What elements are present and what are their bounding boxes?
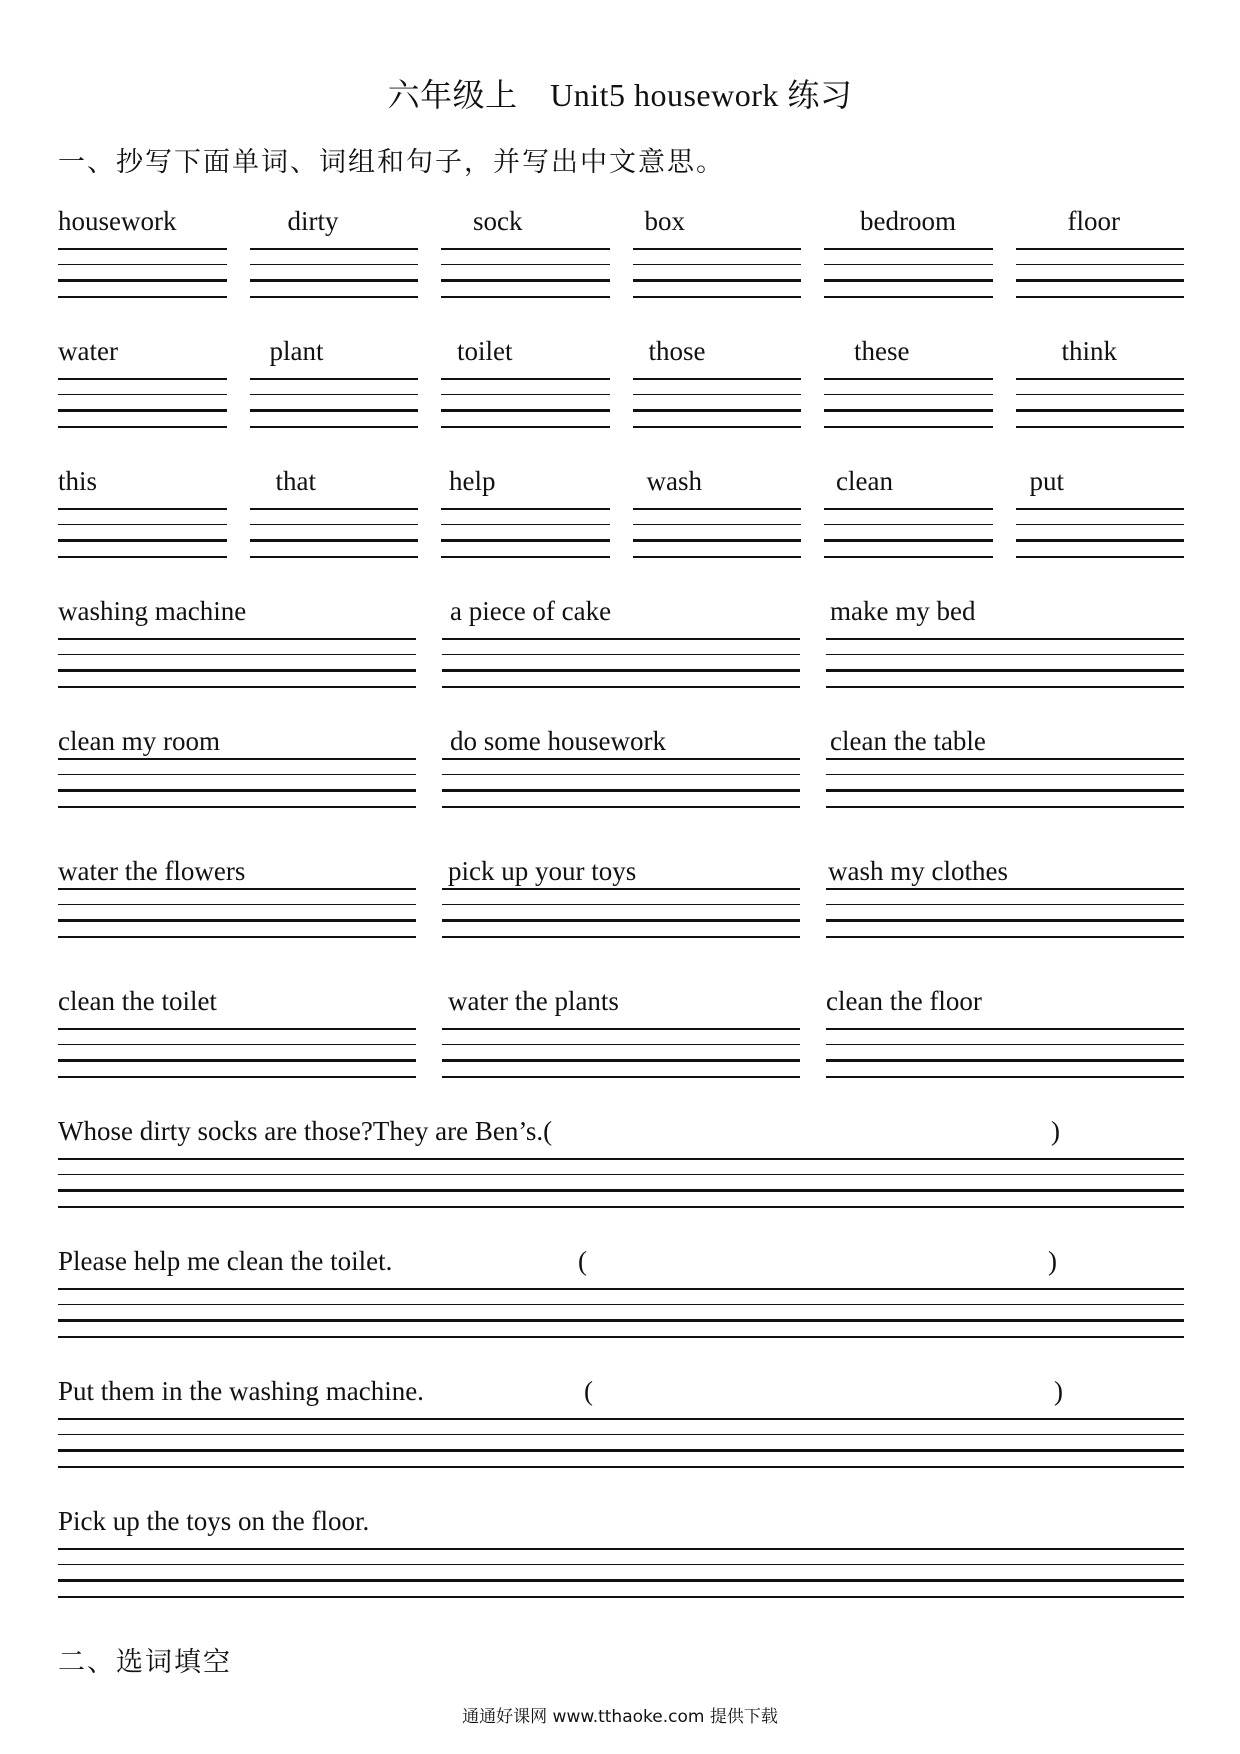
vocab-word: toilet [457,336,513,366]
phrase-cell [826,856,1184,940]
worksheet-title: 六年级上 Unit5 housework 练习 [387,77,853,113]
word-cell [824,206,993,300]
writing-lines[interactable] [58,248,227,300]
phrase-row-3 [58,856,1184,940]
word-cell [633,206,802,300]
vocab-phrase: a piece of cake [450,596,612,626]
word-row-1 [58,206,1184,300]
sentence-row-3 [58,1376,1184,1470]
writing-lines[interactable] [633,248,802,300]
footer-source: 通通好课网 www.tthaoke.com 提供下载 [462,1707,778,1727]
word-cell [58,466,227,560]
vocab-word: water [58,336,118,366]
vocab-word: think [1061,336,1118,366]
vocab-phrase: clean the toilet [58,986,217,1016]
phrase-cell [442,726,800,810]
vocab-word: plant [269,336,324,366]
writing-lines[interactable] [250,378,419,430]
word-cell [441,466,610,560]
vocab-word: sock [473,206,523,236]
vocab-phrase: clean the floor [826,986,982,1016]
word-cell [441,206,610,300]
writing-lines[interactable] [441,378,610,430]
writing-lines[interactable] [1016,508,1185,560]
writing-lines[interactable] [58,758,416,810]
writing-lines[interactable] [58,888,416,940]
sentence-text: Pick up the toys on the floor. [58,1506,370,1536]
word-cell [633,336,802,430]
close-paren: ) [1051,1116,1060,1146]
writing-lines[interactable] [442,638,800,690]
phrase-cell [442,986,800,1080]
writing-lines[interactable] [250,508,419,560]
writing-lines[interactable] [826,1028,1184,1080]
close-paren: ) [1048,1246,1057,1276]
section-1-heading: 一、抄写下面单词、词组和句子，并写出中文意思。 [58,147,725,178]
phrase-row-2 [58,726,1184,810]
writing-lines[interactable] [250,248,419,300]
vocab-word: put [1029,466,1065,496]
vocab-phrase: make my bed [830,596,976,626]
vocab-phrase: wash my clothes [828,856,1008,886]
vocab-word: floor [1067,206,1120,236]
writing-lines[interactable] [58,1158,1184,1210]
vocab-phrase: do some housework [450,726,666,756]
vocab-word: wash [646,466,702,496]
writing-lines[interactable] [58,378,227,430]
vocab-phrase: clean my room [58,726,220,756]
sentence-row-1 [58,1116,1184,1210]
writing-lines[interactable] [58,1028,416,1080]
vocab-word: help [449,466,496,496]
close-paren: ) [1054,1376,1063,1406]
vocab-phrase: water the flowers [58,856,246,886]
vocab-word: that [275,466,316,496]
phrase-row-4 [58,986,1184,1080]
phrase-cell [826,596,1184,690]
writing-lines[interactable] [58,508,227,560]
word-cell [1016,336,1185,430]
vocab-word: housework [58,206,177,236]
open-paren: ( [584,1376,593,1406]
vocab-word: those [648,336,706,366]
writing-lines[interactable] [441,508,610,560]
word-cell [250,336,419,430]
writing-lines[interactable] [633,508,802,560]
word-row-3 [58,466,1184,560]
vocab-phrase: washing machine [58,596,247,626]
phrase-cell [58,986,416,1080]
phrase-cell [58,856,416,940]
word-cell [58,336,227,430]
writing-lines[interactable] [824,508,993,560]
vocab-word: clean [836,466,893,496]
writing-lines[interactable] [826,888,1184,940]
writing-lines[interactable] [58,1418,1184,1470]
vocab-phrase: water the plants [448,986,619,1016]
phrase-cell [442,596,800,690]
writing-lines[interactable] [58,638,416,690]
open-paren: ( [578,1246,587,1276]
phrase-row-1 [58,596,1184,690]
word-cell [1016,206,1185,300]
phrase-cell [442,856,800,940]
sentence-row-2 [58,1246,1184,1340]
writing-lines[interactable] [633,378,802,430]
writing-lines[interactable] [1016,248,1185,300]
vocab-word: box [644,206,685,236]
writing-lines[interactable] [826,758,1184,810]
word-cell [824,466,993,560]
sentence-text: Put them in the washing machine. [58,1376,424,1406]
phrase-cell [58,596,416,690]
word-cell [824,336,993,430]
writing-lines[interactable] [58,1288,1184,1340]
word-cell [633,466,802,560]
word-cell [1016,466,1185,560]
word-row-2 [58,336,1184,430]
word-cell [441,336,610,430]
sentence-row-4 [58,1506,1184,1600]
writing-lines[interactable] [824,378,993,430]
word-cell [58,206,227,300]
word-cell [250,466,419,560]
phrase-cell [58,726,416,810]
sentence-text: Please help me clean the toilet. [58,1246,393,1276]
writing-lines[interactable] [826,638,1184,690]
vocab-word: this [58,466,98,496]
sentence-text: Whose dirty socks are those?They are Ben’s.( [58,1116,553,1146]
writing-lines[interactable] [441,248,610,300]
vocab-word: bedroom [860,206,956,236]
writing-lines[interactable] [58,1548,1184,1600]
vocab-word: these [854,336,910,366]
vocab-phrase: pick up your toys [448,856,637,886]
writing-lines[interactable] [442,888,800,940]
phrase-cell [826,726,1184,810]
phrase-cell [826,986,1184,1080]
writing-lines[interactable] [824,248,993,300]
writing-lines[interactable] [1016,378,1185,430]
vocab-phrase: clean the table [830,726,986,756]
vocab-word: dirty [287,206,339,236]
section-2-heading: 二、选词填空 [58,1647,232,1678]
writing-lines[interactable] [442,758,800,810]
word-cell [250,206,419,300]
writing-lines[interactable] [442,1028,800,1080]
